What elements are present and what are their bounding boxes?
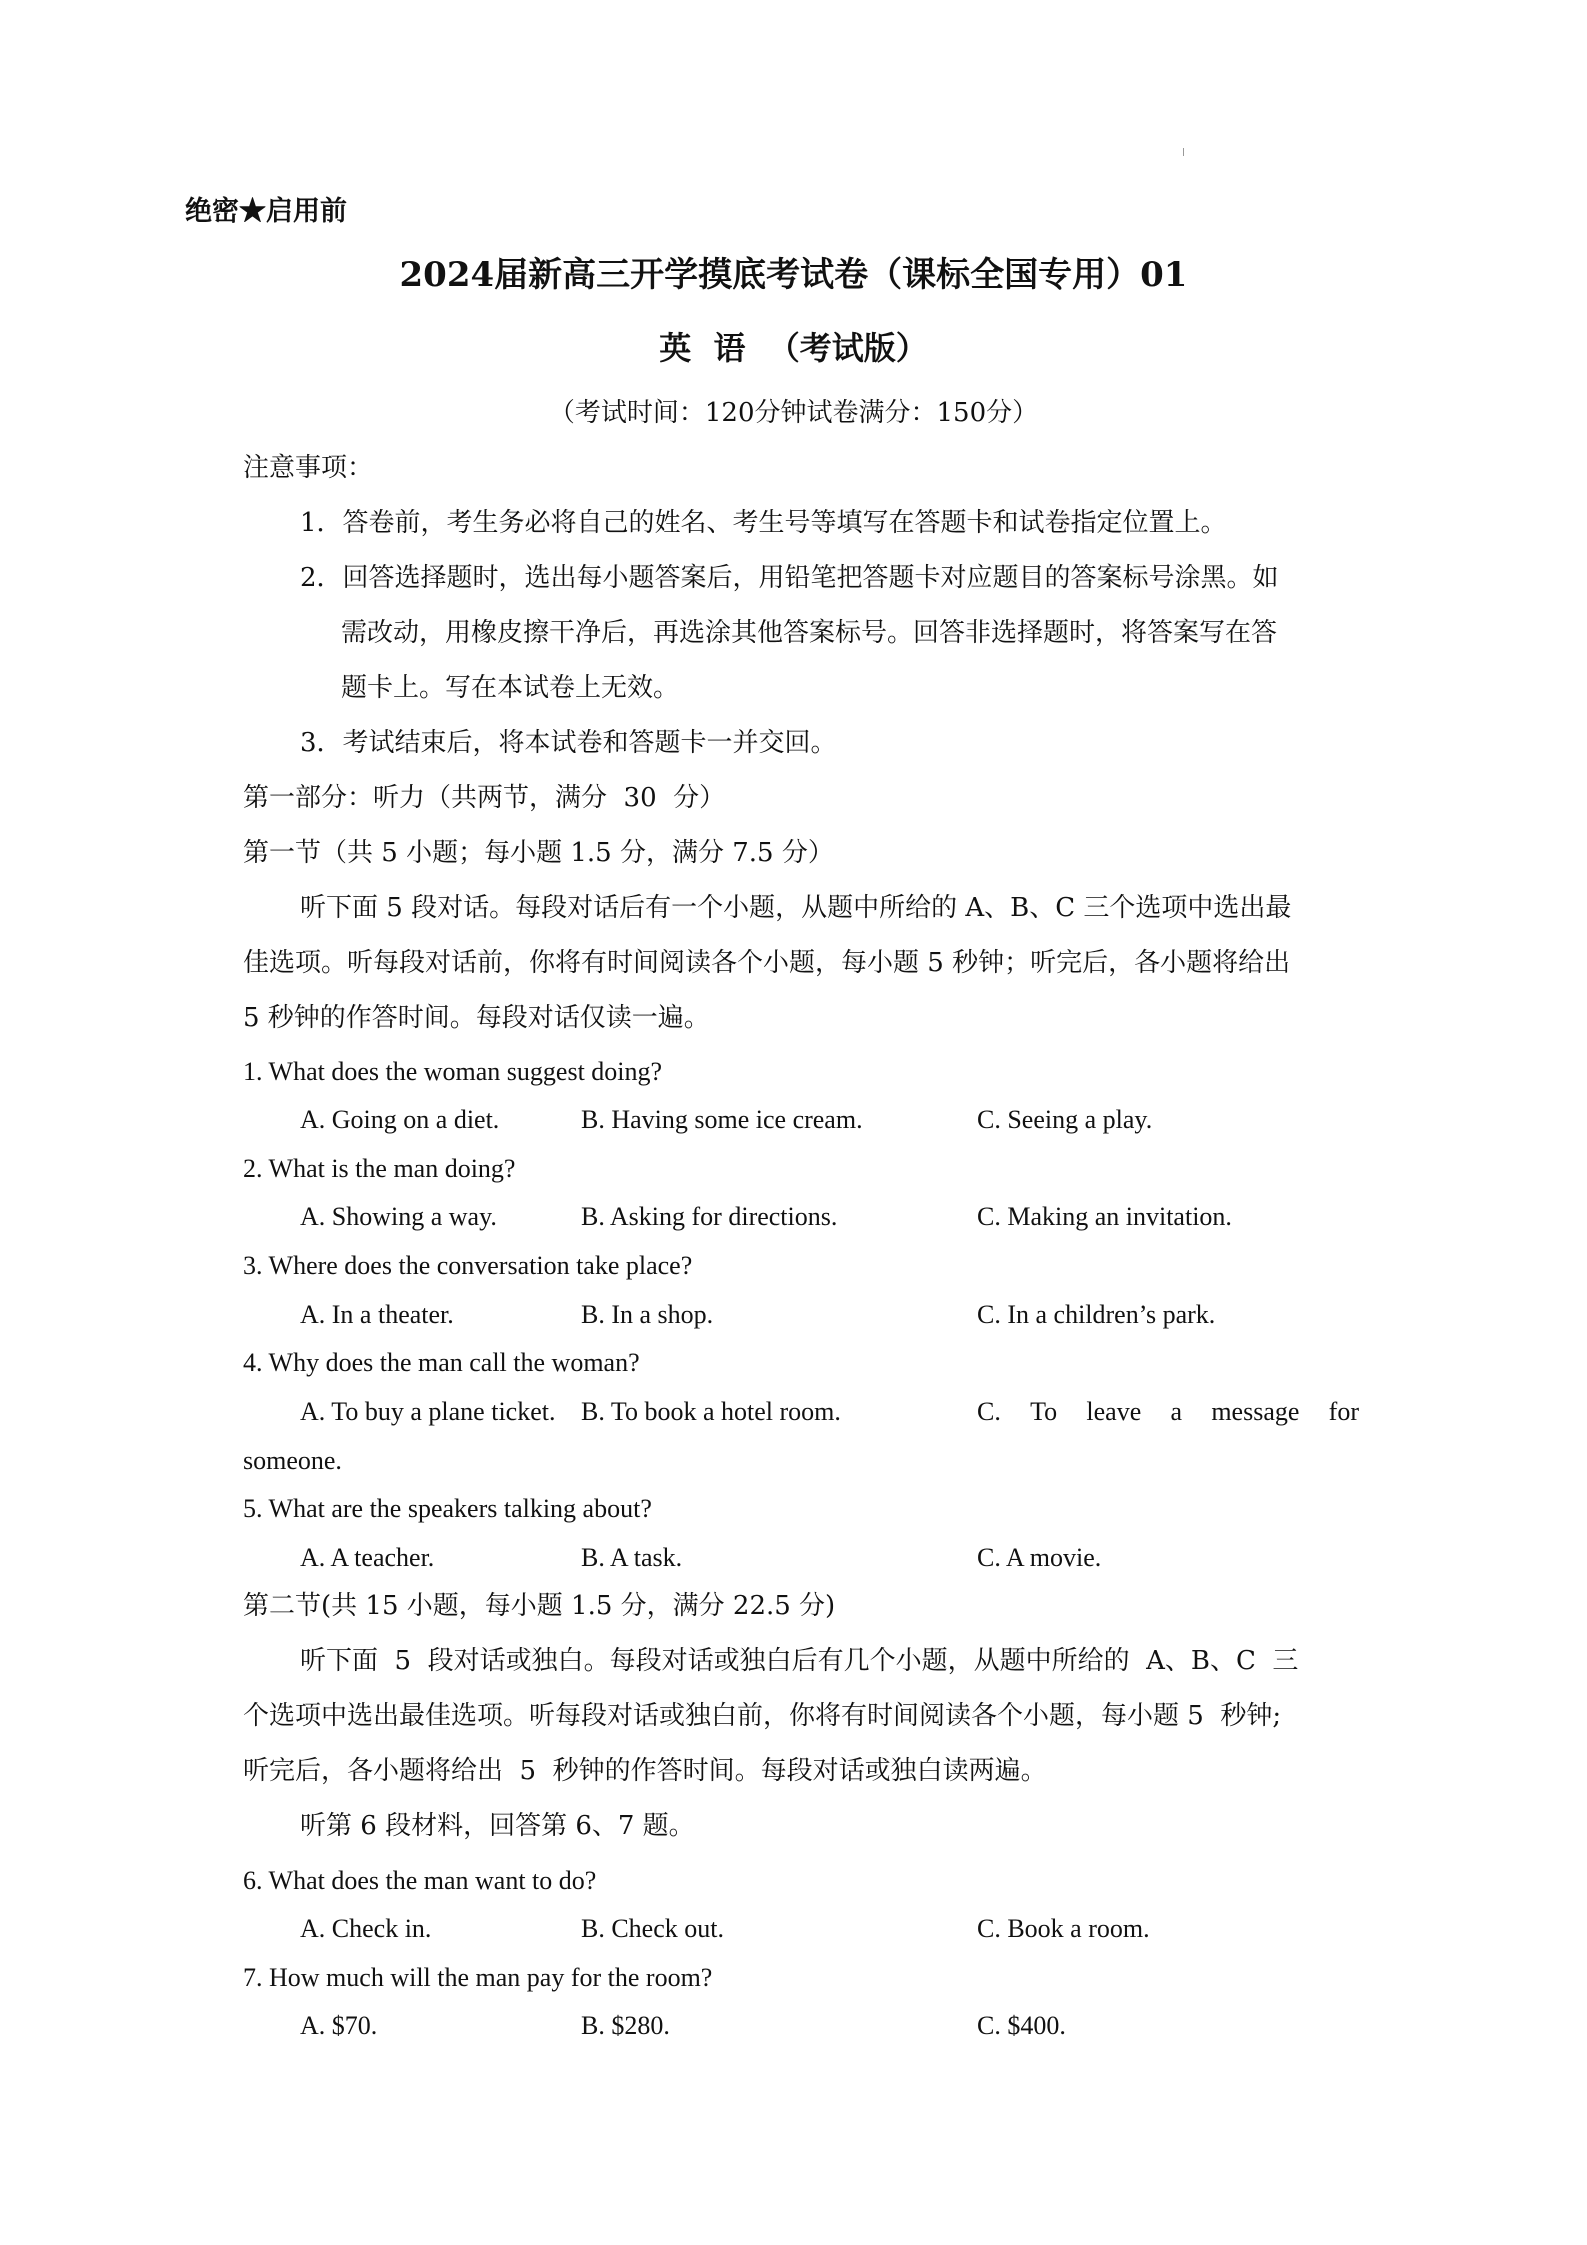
q2-option-a: A. Showing a way.	[300, 1202, 497, 1231]
subject-title: 英 语 （考试版）	[659, 329, 928, 367]
q6-option-b: B. Check out.	[581, 1914, 724, 1943]
corner-mark	[1183, 148, 1184, 156]
note-3: 3．考试结束后，将本试卷和答题卡一并交回。	[300, 728, 837, 758]
q4-option-c-word: a	[1170, 1397, 1183, 1426]
q6-option-c: C. Book a room.	[977, 1914, 1150, 1943]
q4-option-a: A. To buy a plane ticket.	[300, 1397, 556, 1426]
q4-option-b: B. To book a hotel room.	[581, 1397, 841, 1426]
time-info: （考试时间：120分钟试卷满分：150分）	[548, 398, 1039, 428]
section1-instructions-cont-2: 5 秒钟的作答时间。每段对话仅读一遍。	[243, 1003, 710, 1033]
question-1: 1. What does the woman suggest doing?	[243, 1057, 663, 1086]
question-2: 2. What is the man doing?	[243, 1154, 516, 1183]
q4-option-c-word: leave	[1086, 1397, 1142, 1426]
part1-heading: 第一部分：听力（共两节，满分 30 分）	[243, 783, 726, 813]
section2-instructions-cont: 个选项中选出最佳选项。听每段对话或独白前，你将有时间阅读各个小题，每小题 5 秒钟;	[243, 1701, 1282, 1731]
confidential-label: 绝密★启用前	[185, 196, 347, 227]
q1-option-b: B. Having some ice cream.	[581, 1105, 863, 1134]
section1-heading: 第一节（共 5 小题；每小题 1.5 分，满分 7.5 分）	[243, 838, 834, 868]
q5-option-b: B. A task.	[581, 1543, 683, 1572]
q1-option-c: C. Seeing a play.	[977, 1105, 1153, 1134]
question-6: 6. What does the man want to do?	[243, 1866, 597, 1895]
q3-option-a: A. In a theater.	[300, 1300, 454, 1329]
q4-option-c-word: C.	[977, 1397, 1001, 1426]
question-7: 7. How much will the man pay for the room?	[243, 1963, 713, 1992]
note-2-cont: 需改动，用橡皮擦干净后，再选涂其他答案标号。回答非选择题时，将答案写在答	[341, 618, 1278, 648]
question-5: 5. What are the speakers talking about?	[243, 1494, 652, 1523]
section1-instructions: 听下面 5 段对话。每段对话后有一个小题，从题中所给的 A、B、C 三个选项中选出最	[300, 893, 1292, 923]
q4-option-c-word: message	[1211, 1397, 1300, 1426]
q6-option-a: A. Check in.	[300, 1914, 432, 1943]
q4-option-c-word: To	[1030, 1397, 1058, 1426]
q7-option-c: C. $400.	[977, 2011, 1066, 2040]
q4-option-c-cont: someone.	[243, 1446, 342, 1475]
q1-option-a: A. Going on a diet.	[300, 1105, 500, 1134]
q3-option-b: B. In a shop.	[581, 1300, 714, 1329]
q4-option-c-word: for	[1328, 1397, 1359, 1426]
material-6-label: 听第 6 段材料，回答第 6、7 题。	[300, 1811, 695, 1841]
note-2: 2．回答选择题时，选出每小题答案后，用铅笔把答题卡对应题目的答案标号涂黑。如	[300, 563, 1279, 593]
q2-option-b: B. Asking for directions.	[581, 1202, 838, 1231]
exam-title: 2024届新高三开学摸底考试卷（课标全国专用）01	[399, 255, 1188, 295]
section1-instructions-cont: 佳选项。听每段对话前，你将有时间阅读各个小题，每小题 5 秒钟；听完后，各小题将给出	[243, 948, 1291, 978]
notes-heading: 注意事项：	[243, 453, 374, 483]
q3-option-c: C. In a children’s park.	[977, 1300, 1216, 1329]
note-2-cont-2: 题卡上。写在本试卷上无效。	[341, 673, 680, 703]
q7-option-b: B. $280.	[581, 2011, 670, 2040]
section2-instructions: 听下面 5 段对话或独白。每段对话或独白后有几个小题，从题中所给的 A、B、C 三	[300, 1646, 1299, 1676]
question-3: 3. Where does the conversation take place?	[243, 1251, 693, 1280]
note-1: 1．答卷前，考生务必将自己的姓名、考生号等填写在答题卡和试卷指定位置上。	[300, 508, 1227, 538]
q7-option-a: A. $70.	[300, 2011, 378, 2040]
q2-option-c: C. Making an invitation.	[977, 1202, 1232, 1231]
section2-heading: 第二节(共 15 小题，每小题 1.5 分，满分 22.5 分)	[243, 1591, 836, 1621]
q4-option-c	[977, 1395, 1359, 1429]
q5-option-a: A. A teacher.	[300, 1543, 435, 1572]
q5-option-c: C. A movie.	[977, 1543, 1102, 1572]
question-4: 4. Why does the man call the woman?	[243, 1348, 640, 1377]
section2-instructions-cont-2: 听完后，各小题将给出 5 秒钟的作答时间。每段对话或独白读两遍。	[243, 1756, 1047, 1786]
